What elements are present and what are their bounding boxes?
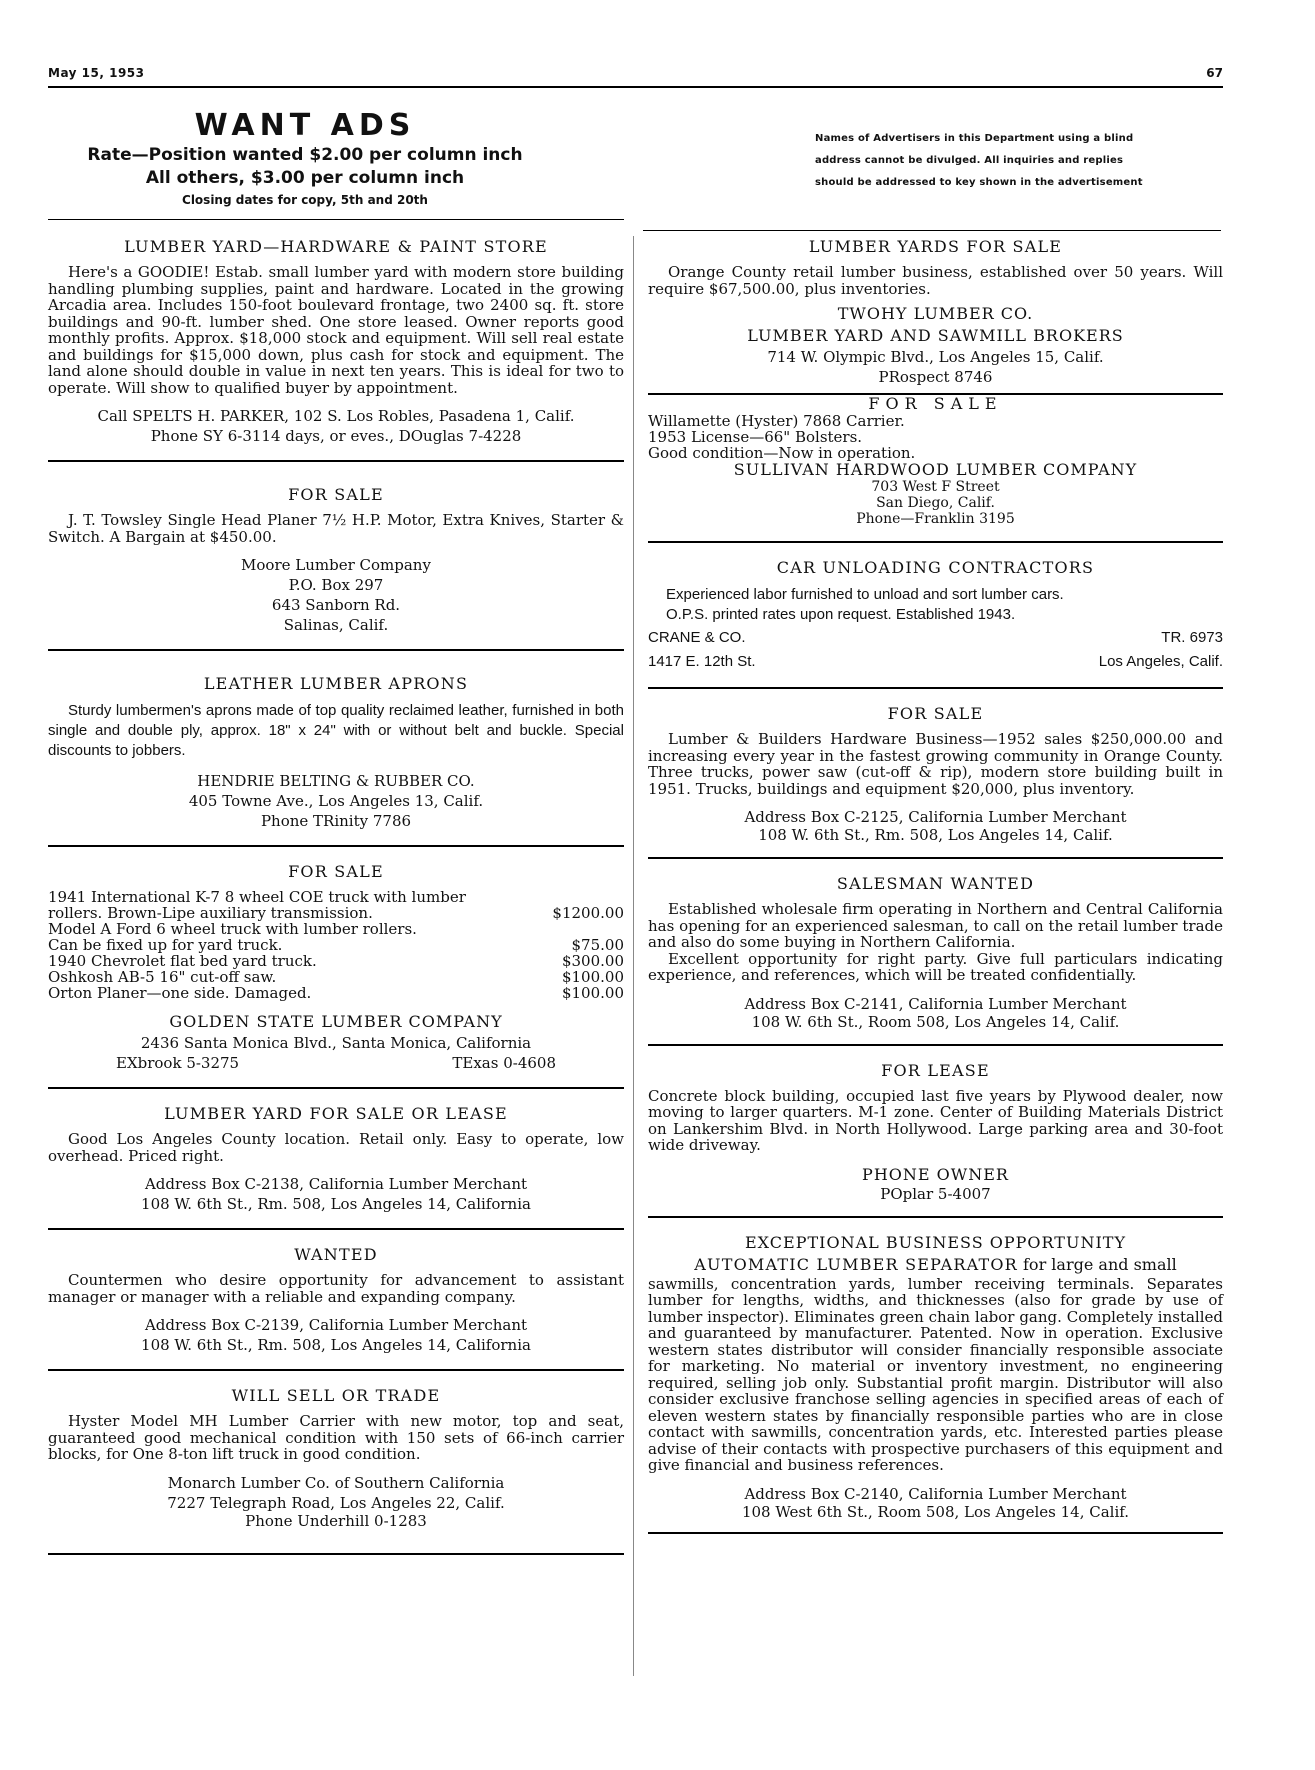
ad-address: Salinas, Calif.	[283, 616, 389, 634]
ad-line: Willamette (Hyster) 7868 Carrier.	[648, 412, 905, 430]
ad-address: P.O. Box 297	[288, 576, 384, 594]
ad-lumber-yard-sale-or-lease	[48, 1103, 624, 1230]
ad-body: Established wholesale firm operating in Northern and Central California has opening for an experienced salesman, to call on the retail lumber trade and also do some buying in Northern California.	[648, 900, 1223, 951]
ad-title: LUMBER YARD FOR SALE OR LEASE	[164, 1104, 508, 1123]
price-list-row	[48, 985, 624, 1001]
ad-title: EXCEPTIONAL BUSINESS OPPORTUNITY	[744, 1232, 1127, 1252]
item-desc: Model A Ford 6 wheel truck with lumber rollers.	[48, 920, 417, 938]
ad-contact: Call SPELTS H. PARKER, 102 S. Los Robles, Pasadena 1, Calif.	[97, 407, 575, 425]
item-desc: Orton Planer—one side. Damaged.	[48, 984, 312, 1002]
ad-will-sell-or-trade	[48, 1385, 624, 1555]
item-price	[554, 889, 624, 905]
ad-title: FOR SALE	[887, 704, 984, 723]
ad-title: FOR SALE	[288, 485, 384, 504]
item-price: $100.00	[561, 968, 624, 986]
ad-address: 405 Towne Ave., Los Angeles 13, Calif.	[188, 792, 484, 810]
ad-company: SULLIVAN HARDWOOD LUMBER COMPANY	[733, 460, 1138, 479]
section-title: WANT ADS	[194, 108, 416, 143]
item-desc: Oshkosh AB-5 16" cut-off saw.	[48, 968, 277, 986]
ad-car-unloading	[648, 557, 1223, 689]
ad-exceptional-opportunity	[648, 1232, 1223, 1534]
ad-body: Lumber & Builders Hardware Business—1952 sales $250,000.00 and increasing every year in the fastest growing community in Orange County. Three trucks, power saw (cut-off & rip), modern store building built in 1951. Trucks, buildings and equipment $20,000, plus inventory.	[648, 730, 1223, 798]
ad-phone: Phone TRinity 7786	[260, 812, 412, 830]
ad-box-address: Address Box C-2138, California Lumber Merchant	[144, 1175, 528, 1193]
item-price: $300.00	[561, 952, 624, 970]
price-list-row	[48, 905, 624, 921]
ad-body: J. T. Towsley Single Head Planer 7½ H.P. Motor, Extra Knives, Starter & Switch. A Bargain at $450.00.	[48, 511, 624, 546]
rate-line-1: Rate—Position wanted $2.00 per column inch	[87, 145, 523, 165]
blind-notice-line-2: address cannot be divulged. All inquiries and replies	[815, 155, 1124, 166]
rate-line-2: All others, $3.00 per column inch	[145, 168, 465, 188]
ad-phone: Phone—Franklin 3195	[856, 511, 1015, 527]
item-price: $100.00	[561, 984, 624, 1002]
want-ads-masthead	[80, 108, 530, 210]
ad-for-sale-carrier	[648, 393, 1223, 543]
ad-lumber-yards-for-sale	[648, 236, 1223, 393]
ad-address: 108 W. 6th St., Room 508, Los Angeles 14, Calif.	[751, 1012, 1120, 1031]
ad-address: 1417 E. 12th St.	[648, 653, 756, 670]
ad-title: WILL SELL OR TRADE	[231, 1386, 441, 1405]
ad-address: 108 W. 6th St., Rm. 508, Los Angeles 14, California	[141, 1336, 531, 1354]
blind-notice-line-3: should be addressed to key shown in the advertisement	[815, 177, 1143, 188]
ad-city: Los Angeles, Calif.	[1098, 653, 1223, 670]
ad-title: FOR SALE	[868, 394, 1003, 413]
ad-body: Experienced labor furnished to unload and sort lumber cars.	[666, 586, 1064, 603]
price-list-row	[48, 921, 624, 937]
ad-for-sale-trucks	[48, 861, 624, 1089]
ad-address: 643 Sanborn Rd.	[271, 596, 401, 614]
column-separator	[633, 236, 634, 1676]
closing-dates: Closing dates for copy, 5th and 20th	[182, 193, 428, 207]
blind-notice-line-1: Names of Advertisers in this Department using a blind	[815, 133, 1134, 144]
ad-phone: Phone SY 6-3114 days, or eves., DOuglas 7-4228	[150, 427, 522, 445]
product-name: AUTOMATIC LUMBER SEPARATOR	[694, 1254, 1018, 1274]
phone-exbrook: EXbrook 5-3275	[116, 1054, 240, 1072]
ad-address: 108 West 6th St., Room 508, Los Angeles 14, Calif.	[741, 1502, 1130, 1521]
item-price	[554, 921, 624, 937]
ad-address: 703 West F Street	[871, 479, 1000, 495]
ad-title: LUMBER YARDS FOR SALE	[808, 237, 1063, 256]
price-list-row	[48, 937, 624, 953]
ad-body: Good Los Angeles County location. Retail only. Easy to operate, low overhead. Priced right.	[48, 1130, 624, 1165]
ad-body: Countermen who desire opportunity for advancement to assistant manager or manager with a reliable and expanding company.	[48, 1271, 624, 1306]
ad-box-address: Address Box C-2141, California Lumber Merchant	[744, 994, 1127, 1013]
item-desc: Can be fixed up for yard truck.	[48, 936, 283, 954]
ad-salesman-wanted	[648, 873, 1223, 1046]
ad-company-subtitle: LUMBER YARD AND SAWMILL BROKERS	[747, 326, 1124, 345]
ad-address: 7227 Telegraph Road, Los Angeles 22, Calif.	[167, 1493, 505, 1512]
ad-company: GOLDEN STATE LUMBER COMPANY	[169, 1012, 503, 1031]
ad-title: CAR UNLOADING CONTRACTORS	[776, 558, 1095, 577]
ad-body: Concrete block building, occupied last five years by Plywood dealer, now moving to larger quarters. M-1 zone. Center of Building Materials District on Lankershim Blvd. in North Hollywood. Large parking area and 30-foot wide driveway.	[648, 1086, 1223, 1154]
issue-date: May 15, 1953	[48, 66, 145, 80]
ad-body: sawmills, concentration yards, lumber receiving terminals. Separates lumber for lengths, widths, and thicknesses (also for grade by use of lumber inspector). Eliminates green chain labor gang. Completely installed and guaranteed by manufacturer. Patented. Now in operation. Exclusive western states distributor will consider financially responsible associate for marketing. No material or inventory investment, no engineering required, selling job only. Substantial profit margin. Distributor will also consider exclusive franchose selling agencies in specified areas of each of eleven western states by financially responsible parties who are in close contact with sawmills, concentration yards, etc. Interested parties please advise of their contacts with prospective purchasers of this equipment and give financial and business references.	[648, 1274, 1223, 1474]
ad-subtitle-tail: for large and small	[1017, 1254, 1177, 1274]
ad-for-sale-planer	[48, 476, 624, 651]
ad-phones	[116, 1053, 556, 1073]
page-number: 67	[1206, 66, 1223, 80]
ad-company: CRANE & CO.	[648, 629, 746, 646]
ad-title: FOR SALE	[288, 862, 384, 881]
phone-texas: TExas 0-4608	[452, 1054, 556, 1072]
ad-address: 714 W. Olympic Blvd., Los Angeles 15, Calif.	[767, 348, 1104, 366]
ad-phone: PRospect 8746	[878, 368, 993, 386]
ad-body: Hyster Model MH Lumber Carrier with new motor, top and seat, guaranteed good mechanical condition with 150 sets of 66-inch carrier blocks, for One 8-ton lift truck in good condition.	[48, 1412, 624, 1463]
ad-leather-aprons	[48, 665, 624, 847]
ad-address: San Diego, Calif.	[876, 495, 995, 511]
ad-for-sale-hardware-business	[648, 703, 1223, 859]
ad-title: FOR LEASE	[881, 1060, 990, 1080]
right-column	[648, 236, 1223, 1548]
ad-body: O.P.S. printed rates upon request. Established 1943.	[666, 606, 1016, 623]
ad-address: 108 W. 6th St., Rm. 508, Los Angeles 14, California	[141, 1195, 531, 1213]
ad-phone: POplar 5-4007	[880, 1184, 991, 1203]
company-row	[648, 625, 1223, 651]
item-desc: 1940 Chevrolet flat bed yard truck.	[48, 952, 317, 970]
price-list-row	[48, 969, 624, 985]
ad-line: 1953 License—66" Bolsters.	[648, 428, 863, 446]
ad-title: LEATHER LUMBER APRONS	[203, 674, 469, 693]
ad-box-address: Address Box C-2140, California Lumber Merchant	[744, 1484, 1127, 1503]
ad-for-lease	[648, 1060, 1223, 1218]
blind-address-notice	[815, 128, 1225, 194]
masthead-rule-left	[48, 219, 624, 220]
item-desc: 1941 International K-7 8 wheel COE truck with lumber	[48, 888, 466, 906]
ad-body: Orange County retail lumber business, established over 50 years. Will require $67,500.00, plus inventories.	[648, 263, 1223, 298]
ad-wanted-countermen	[48, 1244, 624, 1371]
ad-company: HENDRIE BELTING & RUBBER CO.	[197, 772, 475, 790]
ad-lumber-yard-hardware	[48, 236, 624, 462]
ad-phone: Phone Underhill 0-1283	[245, 1511, 427, 1530]
ad-address: 108 W. 6th St., Rm. 508, Los Angeles 14, Calif.	[758, 826, 1113, 844]
ad-company: Monarch Lumber Co. of Southern California	[167, 1473, 505, 1492]
ad-title: SALESMAN WANTED	[836, 874, 1035, 893]
price-list-row	[48, 889, 624, 905]
item-price: $1200.00	[552, 904, 624, 922]
masthead-rule-right	[643, 230, 1221, 231]
ad-title: WANTED	[294, 1245, 378, 1264]
ad-address: 2436 Santa Monica Blvd., Santa Monica, California	[140, 1034, 532, 1052]
address-row	[648, 651, 1223, 673]
ad-phone: TR. 6973	[1161, 629, 1223, 646]
ad-box-address: Address Box C-2139, California Lumber Merchant	[144, 1316, 528, 1334]
ad-body: Sturdy lumbermen's aprons made of top quality reclaimed leather, furnished in both single and double ply, approx. 18" x 24" with or without belt and buckle. Special discounts to jobbers.	[48, 702, 624, 759]
price-list-row	[48, 953, 624, 969]
item-desc: rollers. Brown-Lipe auxiliary transmission.	[48, 904, 373, 922]
ad-contact: PHONE OWNER	[862, 1164, 1009, 1184]
ad-line: Good condition—Now in operation.	[648, 444, 916, 462]
ad-company: TWOHY LUMBER CO.	[837, 304, 1034, 323]
ad-body: Here's a GOODIE! Estab. small lumber yard with modern store building handling plumbing supplies, paint and hardware. Located in the growing Arcadia area. Includes 150-foot boulevard frontage, two 2400 sq. ft. store buildings and 90-ft. lumber shed. One store leased. Owner reports good monthly profits. Approx. $18,000 stock and equipment. Will sell real estate and buildings for $15,000 down, plus cash for stock and equipment. The land alone should double in value in next ten years. This is ideal for two to operate. Will show to qualified buyer by appointment.	[48, 263, 624, 397]
item-price: $75.00	[571, 936, 624, 954]
ad-body: Excellent opportunity for right party. Give full particulars indicating experience, and references, which will be treated confidentially.	[648, 949, 1223, 984]
ad-title: LUMBER YARD—HARDWARE & PAINT STORE	[124, 237, 548, 256]
ad-company: Moore Lumber Company	[241, 556, 431, 574]
ad-box-address: Address Box C-2125, California Lumber Merchant	[744, 808, 1127, 826]
left-column	[48, 236, 624, 1569]
header-rule	[48, 86, 1223, 88]
ad-subtitle	[648, 1254, 1223, 1276]
